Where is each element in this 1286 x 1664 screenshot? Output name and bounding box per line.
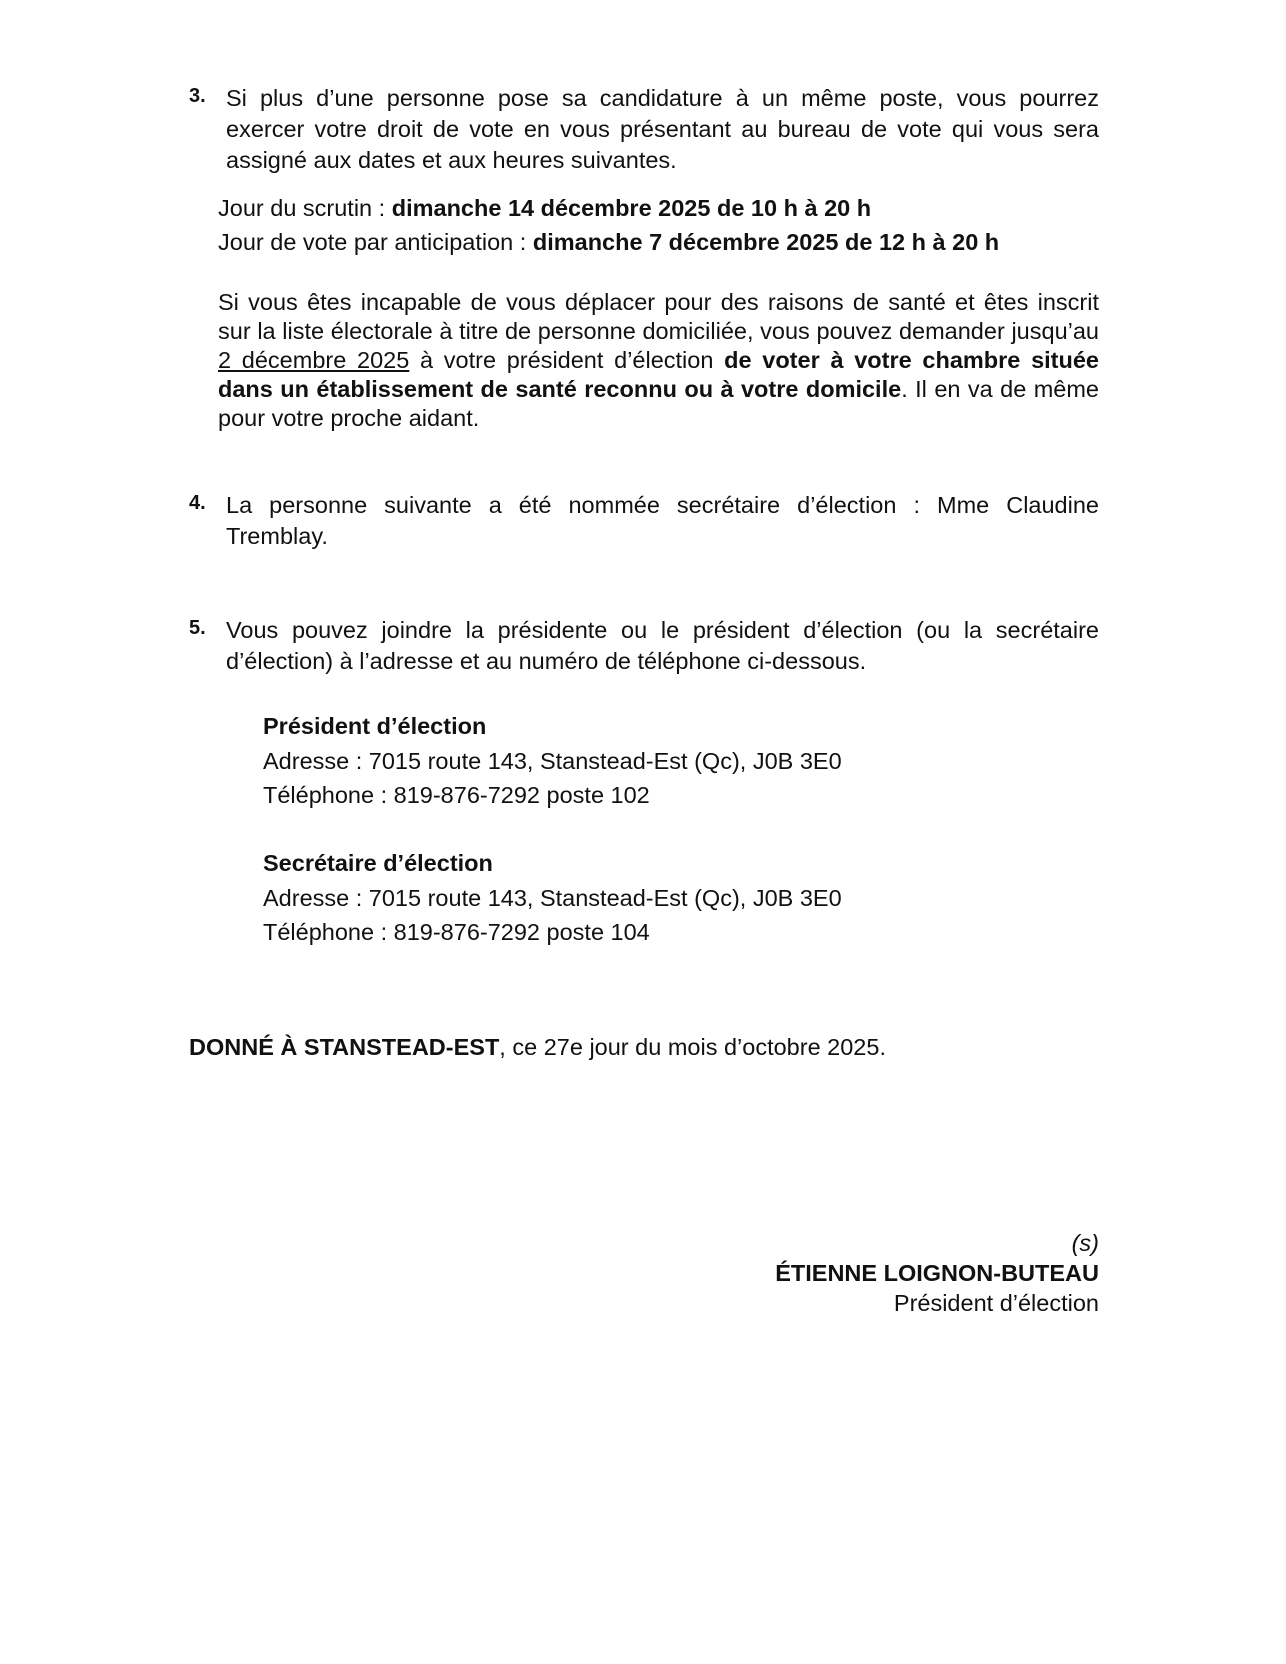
advance-vote-value: dimanche 7 décembre 2025 de 12 h à 20 h — [532, 229, 1000, 255]
poll-day-value: dimanche 14 décembre 2025 de 10 h à 20 h — [391, 195, 872, 221]
given-date: , ce 27e jour du mois d’octobre 2025. — [499, 1034, 886, 1060]
item-text: La personne suivante a été nommée secrétaire d’élection : Mme Claudine Tremblay. — [226, 492, 1099, 549]
contact-title: Secrétaire d’élection — [263, 850, 493, 876]
signature-mark: (s) — [1071, 1230, 1099, 1256]
contact-title: Président d’élection — [263, 713, 487, 739]
health-text-2: à votre président d’élection — [409, 347, 725, 373]
advance-vote-line — [218, 225, 1099, 259]
contact-address: Adresse : 7015 route 143, Stanstead-Est (Qc), J0B 3E0 — [263, 747, 842, 774]
item-text: Vous pouvez joindre la présidente ou le président d’élection (ou la secrétaire d’élection) à l’adresse et au numéro de téléphone ci-dessous. — [226, 617, 1099, 674]
item-text: Si plus d’une personne pose sa candidature à un même poste, vous pourrez exercer votre droit de vote en vous présentant au bureau de vote qui vous sera assigné aux dates et aux heures suivantes. — [226, 85, 1099, 173]
item-5 — [189, 615, 1099, 677]
contact-phone: Téléphone : 819-876-7292 poste 104 — [263, 919, 650, 945]
advance-vote-label: Jour de vote par anticipation : — [218, 229, 533, 255]
contact-phone: Téléphone : 819-876-7292 poste 102 — [263, 782, 650, 808]
signatory-name: ÉTIENNE LOIGNON-BUTEAU — [775, 1260, 1099, 1286]
poll-day-label: Jour du scrutin : — [218, 195, 392, 221]
poll-day-line — [218, 191, 1099, 225]
signature-block — [499, 1228, 1099, 1318]
health-text-3: . Il en va de même pour votre proche aidant. — [218, 376, 1099, 431]
health-paragraph — [218, 288, 1099, 433]
health-deadline-date: 2 décembre 2025 — [218, 347, 410, 373]
given-place: DONNÉ À STANSTEAD-EST — [189, 1034, 500, 1060]
contact-address: Adresse : 7015 route 143, Stanstead-Est (Qc), J0B 3E0 — [263, 884, 842, 911]
health-text-bold: de voter à votre chambre située dans un établissement de santé reconnu ou à votre domicile — [218, 347, 1099, 402]
item-number: 5. — [189, 617, 206, 639]
secretary-contact — [263, 846, 963, 950]
item-3 — [189, 83, 1099, 176]
health-text-1: Si vous êtes incapable de vous déplacer pour des raisons de santé et êtes inscrit sur la liste électorale à titre de personne domiciliée, vous pouvez demander jusqu’au — [218, 289, 1099, 344]
item-4 — [189, 490, 1099, 552]
president-contact — [263, 709, 963, 813]
item-number: 4. — [189, 492, 206, 514]
signatory-role: Président d’élection — [893, 1290, 1099, 1316]
item-number: 3. — [189, 85, 206, 107]
given-at-line — [189, 1032, 1089, 1062]
